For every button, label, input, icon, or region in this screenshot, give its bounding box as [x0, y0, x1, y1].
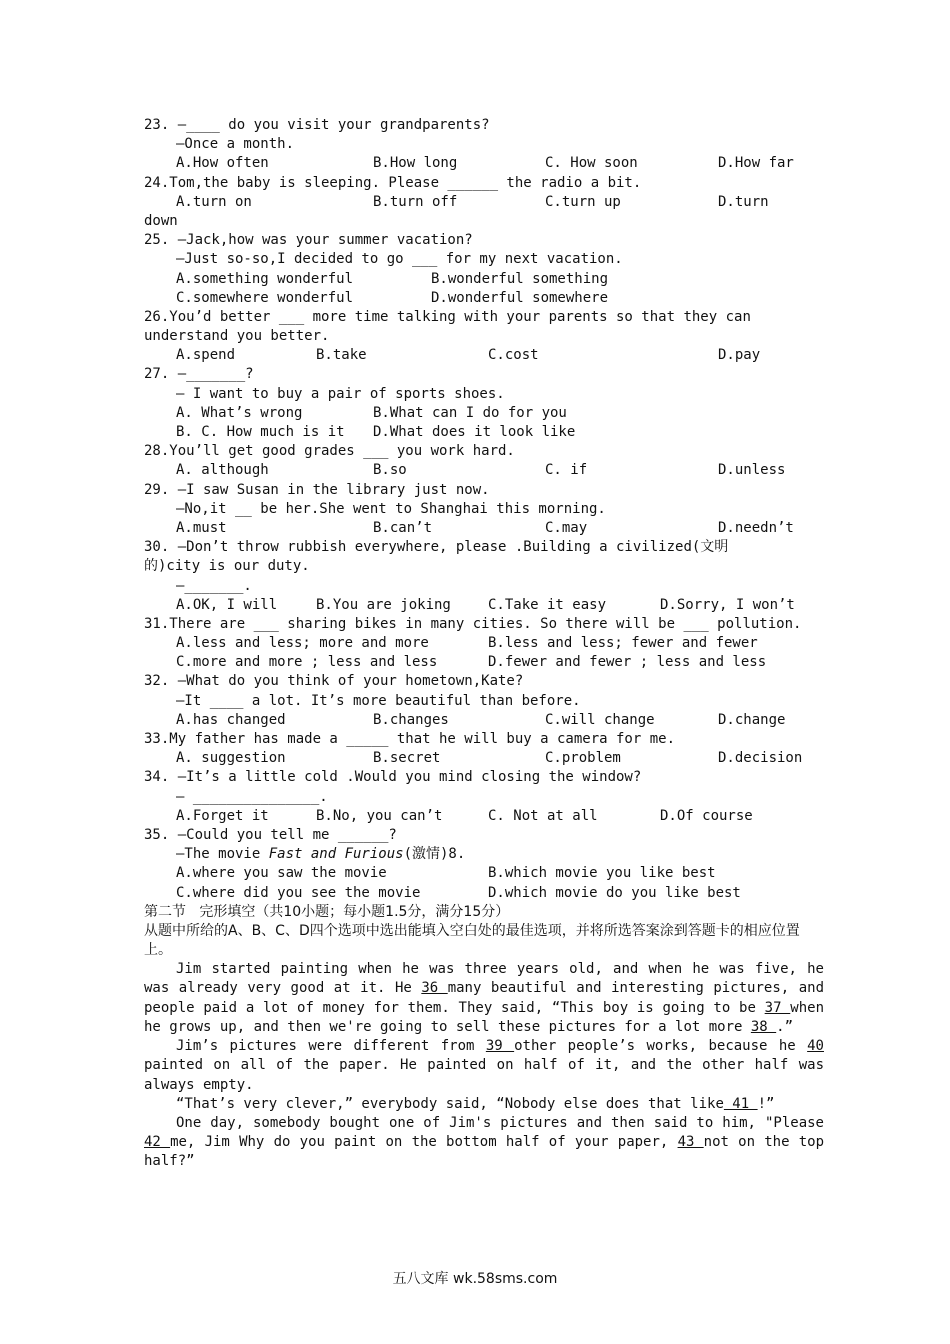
q24-option-d-wrap: down: [144, 212, 178, 229]
q26-stem-cont: understand you better.: [144, 328, 330, 345]
q35-reply: [144, 845, 824, 864]
passage-text: Jim’s pictures were different from: [176, 1038, 486, 1055]
q29-option-c: C.may: [545, 519, 588, 536]
q23-option-a: A.How often: [176, 155, 269, 172]
q23-option-b: B.How long: [373, 155, 458, 172]
q32-option-a: A.has changed: [176, 711, 286, 728]
passage-text: Jim started painting when he was three years old, and when he was five, he was already very good at it. He: [144, 961, 824, 997]
q34-option-a: A.Forget it: [176, 807, 269, 824]
blank-41: 41: [723, 1095, 758, 1112]
q32-stem: 32. —What do you think of your hometown,Kate?: [144, 673, 524, 690]
passage-paragraph-3: [144, 1095, 824, 1114]
q23-options: [144, 154, 824, 173]
q33-stem: 33.My father has made a _____ that he will buy a camera for me.: [144, 731, 676, 747]
q25-option-c: C.somewhere wonderful: [176, 289, 354, 306]
q35-option-a: A.where you saw the movie: [176, 865, 387, 882]
q30-option-a: A.OK, I will: [176, 596, 278, 613]
section-heading: 第二节 完形填空（共10小题；每小题1.5分，满分15分）: [144, 903, 510, 920]
q28-options: [144, 461, 824, 480]
q34-option-b: B.No, you can’t: [316, 807, 443, 824]
blank-37: 37: [764, 999, 791, 1016]
q28-option-c: C. if: [545, 462, 588, 479]
passage-text: painted on all of the paper. He painted on half of it, and the other half was always empty.: [144, 1057, 824, 1093]
q30-option-d: D.Sorry, I won’t: [660, 596, 795, 613]
q33-option-c: C.problem: [545, 750, 621, 767]
q26-option-b: B.take: [316, 347, 367, 364]
q29-options: [144, 519, 824, 538]
blank-42: 42: [144, 1134, 171, 1151]
q26-options: [144, 346, 824, 365]
q25-stem: 25. —Jack,how was your summer vacation?: [144, 232, 473, 249]
passage-text: One day, somebody bought one of Jim's pictures and then said to him, "Please: [176, 1114, 824, 1131]
q35-option-b: B.which movie you like best: [488, 865, 716, 882]
q35-option-d: D.which movie do you like best: [488, 884, 741, 901]
passage-text: “That’s very clever,” everybody said, “Nobody else does that like: [176, 1095, 724, 1112]
q34-options: [144, 807, 824, 826]
q35-reply-pre: —The movie: [176, 846, 269, 863]
q28-option-d: D.unless: [718, 462, 786, 479]
passage-text: me, Jim Why do you paint on the bottom half of your paper,: [170, 1134, 678, 1151]
q31-option-d: D.fewer and fewer ; less and less: [488, 654, 767, 671]
q23-reply: —Once a month.: [176, 136, 295, 153]
q25-option-a: A.something wonderful: [176, 270, 354, 287]
passage-text: other people’s works, because he: [514, 1038, 808, 1055]
q23-stem: 23. —____ do you visit your grandparents?: [144, 117, 490, 133]
q34-option-d: D.Of course: [660, 807, 753, 824]
q32-option-d: D.change: [718, 711, 786, 728]
q30-reply: —_______.: [176, 577, 252, 594]
passage-text: not on the top half?”: [144, 1134, 824, 1170]
blank-36: 36: [421, 980, 448, 997]
q35-stem: 35. —Could you tell me ______?: [144, 826, 397, 843]
exam-page: [144, 116, 824, 1172]
q27-reply: — I want to buy a pair of sports shoes.: [176, 385, 505, 402]
q32-option-c: C.will change: [545, 711, 655, 728]
q30-option-c: C.Take it easy: [488, 596, 607, 613]
q27-options-ab: [144, 404, 824, 423]
q31-stem: 31.There are ___ sharing bikes in many cities. So there will be ___ pollution.: [144, 615, 802, 632]
q34-reply: — _______________.: [176, 788, 328, 805]
q29-stem: 29. —I saw Susan in the library just now.: [144, 481, 490, 498]
q27-stem: 27. —_______?: [144, 366, 254, 383]
q34-stem: 34. —It’s a little cold .Would you mind closing the window?: [144, 769, 642, 786]
q30-stem-cont: 的)city is our duty.: [144, 558, 310, 575]
q35-reply-post: (激情)8.: [403, 846, 466, 863]
q31-options-ab: [144, 634, 824, 653]
q31-option-c: C.more and more ; less and less: [176, 654, 438, 671]
blank-38: 38: [750, 1018, 777, 1035]
blank-40: 40: [807, 1038, 824, 1055]
q29-option-d: D.needn’t: [718, 519, 794, 536]
q33-option-a: A. suggestion: [176, 750, 286, 767]
q32-reply: —It ____ a lot. It’s more beautiful than before.: [176, 692, 581, 709]
blank-39: 39: [485, 1038, 515, 1055]
footer-watermark: 五八文库 wk.58sms.com: [392, 1271, 558, 1287]
q32-options: [144, 711, 824, 730]
q31-options-cd: [144, 653, 824, 672]
q30-stem: 30. —Don’t throw rubbish everywhere, please .Building a civilized(文明: [144, 539, 729, 556]
q27-option-b: B.What can I do for you: [373, 404, 567, 421]
q27-option-d: D.What does it look like: [373, 424, 576, 440]
passage-text: !”: [757, 1095, 775, 1112]
q24-option-c: C.turn up: [545, 193, 621, 210]
q26-stem: 26.You’d better ___ more time talking with your parents so that they can: [144, 308, 751, 325]
q33-options: [144, 749, 824, 768]
q30-option-b: B.You are joking: [316, 596, 451, 613]
q24-option-a: A.turn on: [176, 193, 252, 210]
passage-paragraph-1: [144, 960, 824, 1037]
q28-option-b: B.so: [373, 462, 407, 479]
q26-option-a: A.spend: [176, 347, 236, 364]
q35-options-cd: [144, 884, 824, 903]
q33-option-b: B.secret: [373, 750, 441, 767]
q25-reply: —Just so-so,I decided to go ___ for my next vacation.: [176, 251, 623, 268]
q23-option-d: D.How far: [718, 155, 794, 172]
section-instruction: 从题中所给的A、B、C、D四个选项中选出能填入空白处的最佳选项，并将所选答案涂到答题卡的相应位置上。: [144, 922, 800, 959]
passage-paragraph-2: [144, 1037, 824, 1095]
passage-paragraph-4: [144, 1114, 824, 1172]
q35-option-c: C.where did you see the movie: [176, 884, 421, 901]
q24-option-d: D.turn: [718, 193, 769, 210]
q27-options-cd: [144, 423, 824, 442]
q24-option-b: B.turn off: [373, 193, 458, 210]
passage-text: when he grows up, and then we're going to sell these pictures for a lot more: [144, 999, 824, 1035]
passage-text: many beautiful and interesting pictures, and people paid a lot of money for them. They said, “This boy is going to be: [144, 980, 824, 1016]
blank-43: 43: [677, 1134, 704, 1151]
q34-option-c: C. Not at all: [488, 807, 598, 824]
q32-option-b: B.changes: [373, 711, 449, 728]
q33-option-d: D.decision: [718, 750, 803, 767]
q23-option-c: C. How soon: [545, 155, 638, 172]
q28-option-a: A. although: [176, 462, 269, 479]
q26-option-d: D.pay: [718, 347, 761, 364]
q27-option-c: B. C. How much is it: [176, 424, 345, 440]
q25-options-ab: [144, 270, 824, 289]
q29-option-a: A.must: [176, 519, 227, 536]
q28-stem: 28.You’ll get good grades ___ you work hard.: [144, 443, 515, 460]
q29-reply: —No,it __ be her.She went to Shanghai this morning.: [176, 500, 606, 517]
q31-option-a: A.less and less; more and more: [176, 635, 429, 652]
q35-movie-title: Fast and Furious: [268, 846, 404, 863]
q27-option-a: A. What’s wrong: [176, 404, 303, 421]
q26-option-c: C.cost: [488, 347, 539, 364]
q24-stem: 24.Tom,the baby is sleeping. Please ______ the radio a bit.: [144, 174, 642, 191]
q24-options: [144, 193, 824, 212]
q25-option-d: D.wonderful somewhere: [431, 289, 609, 306]
q30-options: [144, 596, 824, 615]
passage-text: .”: [776, 1018, 794, 1035]
q35-options-ab: [144, 864, 824, 883]
q25-options-cd: [144, 289, 824, 308]
q29-option-b: B.can’t: [373, 519, 433, 536]
q25-option-b: B.wonderful something: [431, 270, 609, 287]
q31-option-b: B.less and less; fewer and fewer: [488, 635, 758, 652]
